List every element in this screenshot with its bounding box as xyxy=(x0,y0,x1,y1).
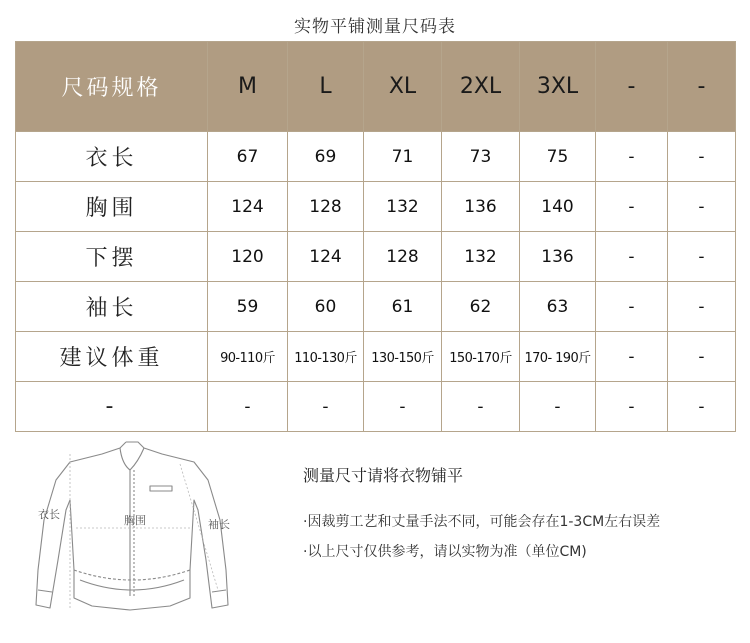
table-header-row xyxy=(16,42,736,132)
table-cell: - xyxy=(668,232,736,282)
table-cell: - xyxy=(520,382,596,432)
header-cell: 尺码规格 xyxy=(16,42,208,132)
table-cell: 130-150斤 xyxy=(364,332,442,382)
table-cell: 150-170斤 xyxy=(442,332,520,382)
table-cell: - xyxy=(596,132,668,182)
table-row xyxy=(16,332,736,382)
table-cell: - xyxy=(668,332,736,382)
table-cell: 124 xyxy=(208,182,288,232)
header-cell: 3XL xyxy=(520,42,596,132)
table-cell: - xyxy=(668,182,736,232)
header-cell: L xyxy=(288,42,364,132)
table-cell: 62 xyxy=(442,282,520,332)
table-row xyxy=(16,382,736,432)
table-cell: 75 xyxy=(520,132,596,182)
table-cell: 120 xyxy=(208,232,288,282)
table-cell: 140 xyxy=(520,182,596,232)
note-item: ·以上尺寸仅供参考，请以实物为准（单位CM) xyxy=(303,544,587,560)
row-label: 下摆 xyxy=(16,232,208,282)
table-cell: - xyxy=(668,282,736,332)
table-cell: 128 xyxy=(364,232,442,282)
table-cell: 110-130斤 xyxy=(288,332,364,382)
table-cell: 73 xyxy=(442,132,520,182)
table-cell: 170- 190斤 xyxy=(520,332,596,382)
row-label: 衣长 xyxy=(16,132,208,182)
size-table xyxy=(15,41,736,432)
table-cell: 67 xyxy=(208,132,288,182)
note-item: ·因裁剪工艺和丈量手法不同，可能会存在1-3CM左右误差 xyxy=(303,514,661,530)
table-cell: - xyxy=(596,332,668,382)
row-label: 袖长 xyxy=(16,282,208,332)
table-cell: 132 xyxy=(442,232,520,282)
table-cell: - xyxy=(208,382,288,432)
table-cell: - xyxy=(596,382,668,432)
table-cell: - xyxy=(288,382,364,432)
notes-title: 测量尺寸请将衣物铺平 xyxy=(303,466,464,485)
table-cell: 124 xyxy=(288,232,364,282)
table-row xyxy=(16,132,736,182)
table-cell: - xyxy=(668,382,736,432)
table-cell: 132 xyxy=(364,182,442,232)
table-cell: 136 xyxy=(442,182,520,232)
header-cell: - xyxy=(596,42,668,132)
table-cell: - xyxy=(596,182,668,232)
row-label: 建议体重 xyxy=(16,332,208,382)
table-cell: 63 xyxy=(520,282,596,332)
header-cell: XL xyxy=(364,42,442,132)
header-cell: M xyxy=(208,42,288,132)
chest-label: 胸围 xyxy=(124,514,146,527)
table-cell: - xyxy=(668,132,736,182)
header-cell: - xyxy=(668,42,736,132)
header-cell: 2XL xyxy=(442,42,520,132)
table-cell: 59 xyxy=(208,282,288,332)
table-cell: 128 xyxy=(288,182,364,232)
table-cell: 69 xyxy=(288,132,364,182)
chart-title: 实物平铺测量尺码表 xyxy=(294,17,456,37)
table-cell: 61 xyxy=(364,282,442,332)
table-cell: 136 xyxy=(520,232,596,282)
table-row xyxy=(16,282,736,332)
table-row xyxy=(16,182,736,232)
table-cell: 71 xyxy=(364,132,442,182)
table-cell: - xyxy=(596,232,668,282)
row-label: 胸围 xyxy=(16,182,208,232)
row-label: - xyxy=(16,382,208,432)
table-row xyxy=(16,232,736,282)
table-cell: 90-110斤 xyxy=(208,332,288,382)
sleeve-label: 袖长 xyxy=(208,518,230,531)
length-label: 衣长 xyxy=(38,508,60,521)
table-cell: 60 xyxy=(288,282,364,332)
table-cell: - xyxy=(442,382,520,432)
table-cell: - xyxy=(364,382,442,432)
table-cell: - xyxy=(596,282,668,332)
